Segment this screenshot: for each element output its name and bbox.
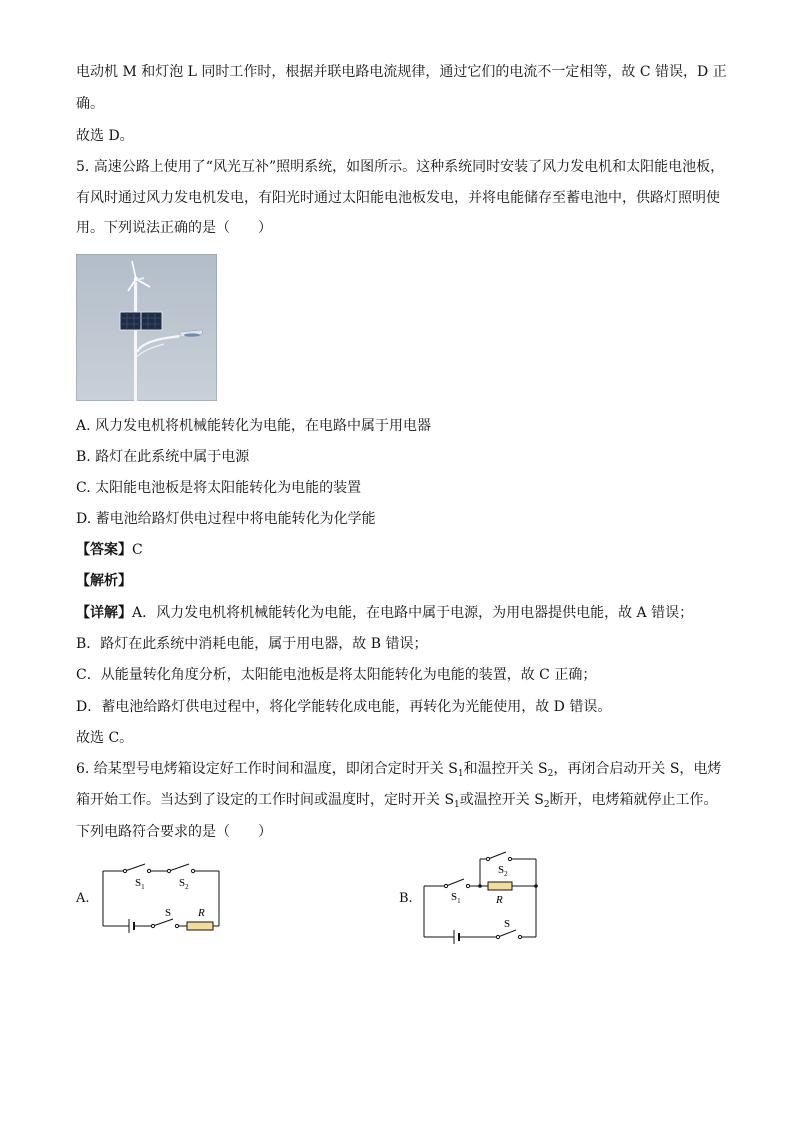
q4-conclusion: 故选 D。 <box>76 128 134 144</box>
b-s1-label: $S_1$ <box>451 891 461 905</box>
q6-option-b-circuit[interactable] <box>418 848 548 948</box>
q6-option-b-label[interactable]: B. <box>399 891 413 906</box>
analysis-tag: 【解析】 <box>76 573 132 589</box>
q6-stem-1b: 和温控开关 S <box>463 761 548 777</box>
q5-detail-d: D．蓄电池给路灯供电过程中，将化学能转化成电能，再转化为光能使用，故 D 错误。 <box>76 699 612 715</box>
q4-text-line-1: 电动机 M 和灯泡 L 同时工作时，根据并联电路电流规律，通过它们的电流不一定相等，故 C 错误，D 正 <box>76 64 727 80</box>
q5-option-d[interactable]: D. 蓄电池给路灯供电过程中将电能转化为化学能 <box>76 511 376 527</box>
q5-detail-b: B．路灯在此系统中消耗电能，属于用电器，故 B 错误； <box>76 636 428 652</box>
q5-conclusion: 故选 C。 <box>76 730 134 746</box>
q6-stem-1a: 6. 给某型号电烤箱设定好工作时间和温度，即闭合定时开关 S <box>76 761 458 777</box>
b-s-label: S <box>504 918 511 930</box>
q6-stem-1c: ，再闭合启动开关 S，电烤 <box>553 761 722 777</box>
detail-a-text: A．风力发电机将机械能转化为电能，在电路中属于电源，为用电器提供电能，故 A 错误； <box>132 605 694 621</box>
sub-2: 2 <box>543 800 550 810</box>
b-s2-label: $S_2$ <box>498 864 508 878</box>
q5-option-c[interactable]: C. 太阳能电池板是将太阳能转化为电能的装置 <box>76 480 362 496</box>
q5-stem-line-2: 有风时通过风力发电机发电，有阳光时通过太阳能电池板发电，并将电能储存至蓄电池中，供路灯照明使 <box>76 190 720 206</box>
q5-option-b[interactable]: B. 路灯在此系统中属于电源 <box>76 449 250 465</box>
q5-option-a[interactable]: A. 风力发电机将机械能转化为电能，在电路中属于用电器 <box>76 418 432 434</box>
sub-1: 1 <box>454 800 460 810</box>
q6-stem-line-1 <box>76 759 721 779</box>
a-r-label: R <box>198 907 205 919</box>
sub-1: 1 <box>457 769 464 779</box>
q5-answer <box>76 540 143 560</box>
answer-value: C <box>132 542 143 558</box>
a-s1-label: $S_1$ <box>135 877 145 891</box>
b-r-label: R <box>496 894 503 906</box>
resistor <box>488 882 512 890</box>
q5-stem-line-1: 5. 高速公路上使用了“风光互补”照明系统，如图所示。这种系统同时安装了风力发电机和太阳能电池板， <box>76 159 725 175</box>
answer-tag: 【答案】 <box>76 542 132 558</box>
a-s-label: S <box>165 907 172 919</box>
q5-stem-line-3: 用。下列说法正确的是（ ） <box>76 220 272 236</box>
wind-solar-streetlight-photo <box>76 254 217 401</box>
q6-stem-2a: 箱开始工作。当达到了设定的工作时间或温度时，定时开关 S <box>76 792 455 808</box>
q5-detail-a <box>76 603 693 623</box>
q6-stem-2c: 断开，电烤箱就停止工作。 <box>549 792 718 808</box>
detail-tag: 【详解】 <box>76 605 132 621</box>
q5-detail-c: C．从能量转化角度分析，太阳能电池板是将太阳能转化为电能的装置，故 C 正确； <box>76 667 597 683</box>
a-s2-label: $S_2$ <box>179 877 189 891</box>
q6-option-a-label[interactable]: A. <box>76 891 90 906</box>
q6-stem-2b: 或温控开关 S <box>459 792 544 808</box>
q6-stem-line-2 <box>76 790 718 810</box>
resistor <box>187 922 213 930</box>
q4-text-line-2: 确。 <box>76 96 104 112</box>
q6-stem-line-3: 下列电路符合要求的是（ ） <box>76 824 272 840</box>
sub-2: 2 <box>547 769 554 779</box>
q6-option-a-circuit[interactable] <box>95 855 230 940</box>
